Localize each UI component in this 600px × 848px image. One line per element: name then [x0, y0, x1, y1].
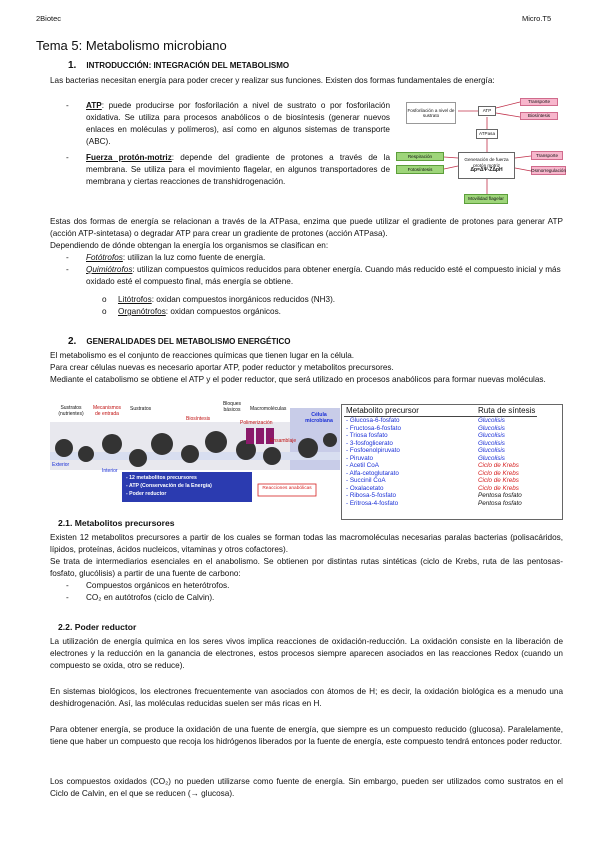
- table-row: [344, 455, 537, 463]
- s22-p2: En sistemas biológicos, los electrones frecuentemente van asociados con átomos de H; es decir, la oxidación biológica es a menudo una deshidrogenación. Así, las moléculas reducidas suelen ser más ricas en H.: [50, 687, 563, 708]
- metabolite-route: Glucolisis: [478, 439, 505, 447]
- table-row: [344, 417, 537, 425]
- section-2-2-heading: 2.2. Poder reductor: [58, 622, 137, 632]
- biosintesis-box: Biosíntesis: [520, 112, 558, 120]
- metabolite-route: Ciclo de Krebs: [478, 462, 519, 469]
- table-row: [344, 477, 537, 485]
- metabolite-table-box: [341, 404, 563, 520]
- gear-icon: [323, 433, 337, 447]
- transporte2-box: Transporte: [531, 151, 563, 160]
- page-title: Tema 5: Metabolismo microbiano: [36, 38, 227, 53]
- d2-legend-1: - 12 metabolitos precursores: [126, 475, 197, 481]
- gear-icon: [181, 445, 199, 463]
- s22-p3: Para obtener energía, se produce la oxidación de una fuente de energía, que siempre es un compuesto reducido (glucosa). Paralelamente, tiene que haber un compuesto que recoja los hidrógenos liberados por la fuente de energía, este compuesto tendrá entonces poder reductor.: [50, 725, 563, 746]
- metabolite-name: - Alfa-cetoglutarato: [346, 469, 399, 477]
- gear-icon: [298, 438, 318, 458]
- d2-celula: Célula microbiana: [305, 412, 333, 424]
- metabolite-name: - Succinil CoA: [346, 477, 386, 484]
- s21-b2: [66, 592, 563, 604]
- metabolite-name: - Glucosa-6-fosfato: [346, 417, 400, 424]
- table-row: [344, 447, 537, 455]
- d2-mecanismos: Mecanismos de entrada: [92, 405, 122, 417]
- d2-reacciones: Reacciones anabólicas: [262, 486, 312, 491]
- metabolite-route: Ciclo de Krebs: [478, 469, 519, 477]
- s1-lito-item: [102, 294, 558, 306]
- gear-icon: [129, 449, 147, 467]
- d2-legend: [126, 474, 212, 498]
- s21-b1-text: Compuestos orgánicos en heterótrofos.: [86, 581, 230, 590]
- s2-p3: Mediante el catabolismo se obtiene el ATP y el poder reductor, que será utilizado en procesos anabólicos para formar nuevas moléculas.: [50, 375, 546, 384]
- atp-text: : puede producirse por fosforilación a nivel de sustrato o por fosforilación oxidativa. Se utiliza para procesos anabólicos o de biosíntesis (generar nuevos enlaces en moléculas y polímeros), así como en algunos sistemas de transporte (ABC).: [86, 101, 390, 146]
- macromolecule-bar: [256, 428, 264, 444]
- bullet-dash: -: [66, 153, 69, 162]
- bullet-dash: -: [66, 101, 69, 110]
- metabolite-table: [344, 406, 537, 507]
- s1-fpm-item: [66, 152, 390, 188]
- fpm-term: Fuerza protón-motriz: [86, 153, 172, 162]
- gear-icon: [205, 431, 227, 453]
- section-2-title: GENERALIDADES DEL METABOLISMO ENERGÉTICO: [86, 337, 291, 346]
- fosforilacion-box: Fosforilación a nivel de sustrato: [406, 102, 456, 124]
- table-row: [344, 440, 537, 448]
- d2-ensamblaje: Ensamblaje: [270, 438, 297, 444]
- s21-p2: Se trata de intermediarios esenciales en el anabolismo. Se obtienen por distintas rutas sintéticas (ciclo de Krebs, ruta de las pentosas-fosfato, glucólisis) a partir de una fuente de carbono:: [50, 557, 563, 578]
- table-row: [344, 425, 537, 433]
- energy-diagram: [396, 98, 566, 208]
- generacion-box: [458, 152, 515, 179]
- metabolite-name: - Eritrosa-4-fosfato: [346, 499, 399, 507]
- s22-p4: Los compuestos oxidados (CO₂) no pueden utilizarse como fuente de energía. Sin embargo, pueden ser utilizados como sustratos en el Ciclo de Calvin, en el que se reducen (→ glucosa).: [50, 777, 563, 798]
- metabolism-diagram: [50, 401, 340, 514]
- metabolite-name: - Piruvato: [346, 454, 373, 462]
- table-row: [344, 492, 537, 500]
- metabolite-name: - Oxalacetato: [346, 484, 384, 492]
- s2-p1: El metabolismo es el conjunto de reacciones químicas que tienen lugar en la célula.: [50, 351, 355, 360]
- metabolite-route: Ciclo de Krebs: [478, 477, 519, 484]
- s2-p2: Para crear células nuevas es necesario aportar ATP, poder reductor y metabolitos precursores.: [50, 363, 394, 372]
- transporte-box: Transporte: [520, 98, 558, 106]
- gear-icon: [263, 447, 281, 465]
- section-2-number: 2.: [68, 336, 77, 347]
- generacion-label: Generación de fuerza protón motriz: [464, 157, 509, 168]
- quimio-text: : utilizan compuestos químicos reducidos para obtener energía. Cuando más reducido esté el compuesto inicial y más oxidado esté el compuesto final, más energía se obtiene.: [86, 265, 561, 286]
- lito-text: : oxidan compuestos inorgánicos reducidos (NH3).: [151, 295, 336, 304]
- fpm-text: : depende del gradiente de protones a través de la membrana. Se utiliza para el movimiento flagelar, en algunos transportadores de membrana y ciertas reacciones de transhidrogenación.: [86, 153, 390, 186]
- bullet-dash: -: [66, 581, 69, 590]
- atpasa-box: ATPasa: [476, 129, 498, 139]
- s1-atp-item: [66, 100, 390, 148]
- gear-icon: [102, 434, 122, 454]
- metabolite-route: Pentosa fosfato: [478, 499, 522, 507]
- table-row: [344, 500, 537, 508]
- metabolite-table-header: [344, 406, 537, 417]
- gear-icon: [151, 433, 173, 455]
- d2-exterior: Exterior: [52, 462, 70, 468]
- bullet-dash: -: [66, 265, 69, 274]
- section-2-1-heading: 2.1. Metabolitos precursores: [58, 518, 175, 528]
- d2-sustratos: Sustratos (nutrientes): [58, 405, 84, 417]
- metabolite-route: Glucolisis: [478, 447, 505, 454]
- metabolite-route: Glucolisis: [478, 417, 505, 424]
- section-1-title: INTRODUCCIÓN: INTEGRACIÓN DEL METABOLISMO: [86, 61, 290, 70]
- s1-quimio-item: [66, 264, 563, 288]
- d2-sustratos2: Sustratos: [130, 406, 152, 412]
- d2-legend-3: - Poder reductor: [126, 491, 167, 497]
- generacion-formula: Δp=ΔΨ-ZΔpH: [470, 167, 503, 174]
- table-row: [344, 462, 537, 470]
- metabolite-route: Glucolisis: [478, 454, 505, 462]
- s1-intro: Las bacterias necesitan energía para poder crecer y realizar sus funciones. Existen dos formas fundamentales de energía:: [50, 76, 495, 85]
- macromolecule-bar: [246, 428, 254, 444]
- fotosintesis-box: Fotosíntesis: [396, 165, 444, 174]
- s1-atpasa: Estas dos formas de energía se relacionan a través de la ATPasa, enzima que puede utilizar el gradiente de protones para generar ATP (acción ATP-sintetasa) o degradar ATP para crear un gradiente de protones (acción ATPasa).: [50, 217, 563, 238]
- lito-term: Litótrofos: [118, 295, 152, 304]
- metabolite-name: - Fructosa-6-fosfato: [346, 424, 401, 432]
- foto-term: Fotótrofos: [86, 253, 123, 262]
- s1-organo-item: [102, 306, 558, 318]
- metabolite-route: Pentosa fosfato: [478, 492, 522, 499]
- metabolite-name: - Acetil CoA: [346, 462, 379, 469]
- organo-text: : oxidan compuestos orgánicos.: [165, 307, 281, 316]
- header-left: 2Biotec: [36, 14, 62, 23]
- table-row: [344, 485, 537, 493]
- s1-foto-item: [66, 252, 563, 264]
- section-1-number: 1.: [68, 60, 77, 71]
- s21-b2-text: CO₂ en autótrofos (ciclo de Calvin).: [86, 593, 215, 602]
- table-row: [344, 470, 537, 478]
- gear-icon: [55, 439, 73, 457]
- bullet-dash: -: [66, 253, 69, 262]
- section-1-heading: [68, 60, 289, 71]
- s22-p1: La utilización de energía química en los seres vivos implica reacciones de oxidación-reducción. La oxidación consiste en la liberación de electrones y la reducción en la ganancia de electrones, estos procesos siempre aparecen asociados en las reacciones Redox (cuando un compuesto se oxida, otro se reduce).: [50, 637, 563, 670]
- col-precursor: Metabolito precursor: [344, 406, 476, 417]
- bullet-o: o: [102, 307, 107, 316]
- atp-box: ATP: [478, 106, 496, 116]
- gear-icon: [78, 446, 94, 462]
- bullet-o: o: [102, 295, 107, 304]
- quimio-term: Quimiótrofos: [86, 265, 133, 274]
- respiracion-box: Respiración: [396, 152, 444, 161]
- organo-term: Organótrofos: [118, 307, 166, 316]
- s21-p1: Existen 12 metabolitos precursores a partir de los cuales se forman todas las macromoléculas necesarias paralas bacterias (polisacáridos, lípidos, proteínas, ácidos nucleicos, vitaminas y otros cofactores).: [50, 533, 563, 554]
- metabolite-name: - 3-fosfoglicerato: [346, 439, 393, 447]
- metabolite-route: Ciclo de Krebs: [478, 484, 519, 492]
- d2-bloques: Bloques básicos: [222, 401, 242, 413]
- section-2-heading: [68, 336, 291, 347]
- s1-classify: Dependiendo de dónde obtengan la energía los organismos se clasifican en:: [50, 241, 329, 250]
- movilidad-box: Movilidad flagelar: [464, 194, 508, 204]
- col-ruta: Ruta de síntesis: [478, 406, 536, 415]
- d2-legend-2: - ATP (Conservación de la Energía): [126, 483, 212, 489]
- d2-polimerizacion: Polimerización: [240, 420, 273, 426]
- osmorregulacion-box: Osmorregulación: [531, 166, 566, 175]
- d2-biosintesis: Biosíntesis: [186, 416, 211, 422]
- atp-term: ATP: [86, 101, 102, 110]
- metabolite-name: - Ribosa-5-fosfato: [346, 492, 397, 499]
- foto-text: : utilizan la luz como fuente de energía.: [122, 253, 266, 262]
- metabolite-route: Glucolisis: [478, 424, 505, 432]
- metabolite-name: - Triosa fosfato: [346, 432, 388, 439]
- d2-interior: Interior: [102, 468, 118, 474]
- s21-b1: [66, 580, 563, 592]
- bullet-dash: -: [66, 593, 69, 602]
- metabolite-name: - Fosfoenolpiruvato: [346, 447, 400, 454]
- table-row: [344, 432, 537, 440]
- metabolite-route: Glucolisis: [478, 432, 505, 439]
- header-right: Micro.T5: [522, 14, 552, 23]
- d2-macromoleculas: Macromoléculas: [250, 406, 287, 412]
